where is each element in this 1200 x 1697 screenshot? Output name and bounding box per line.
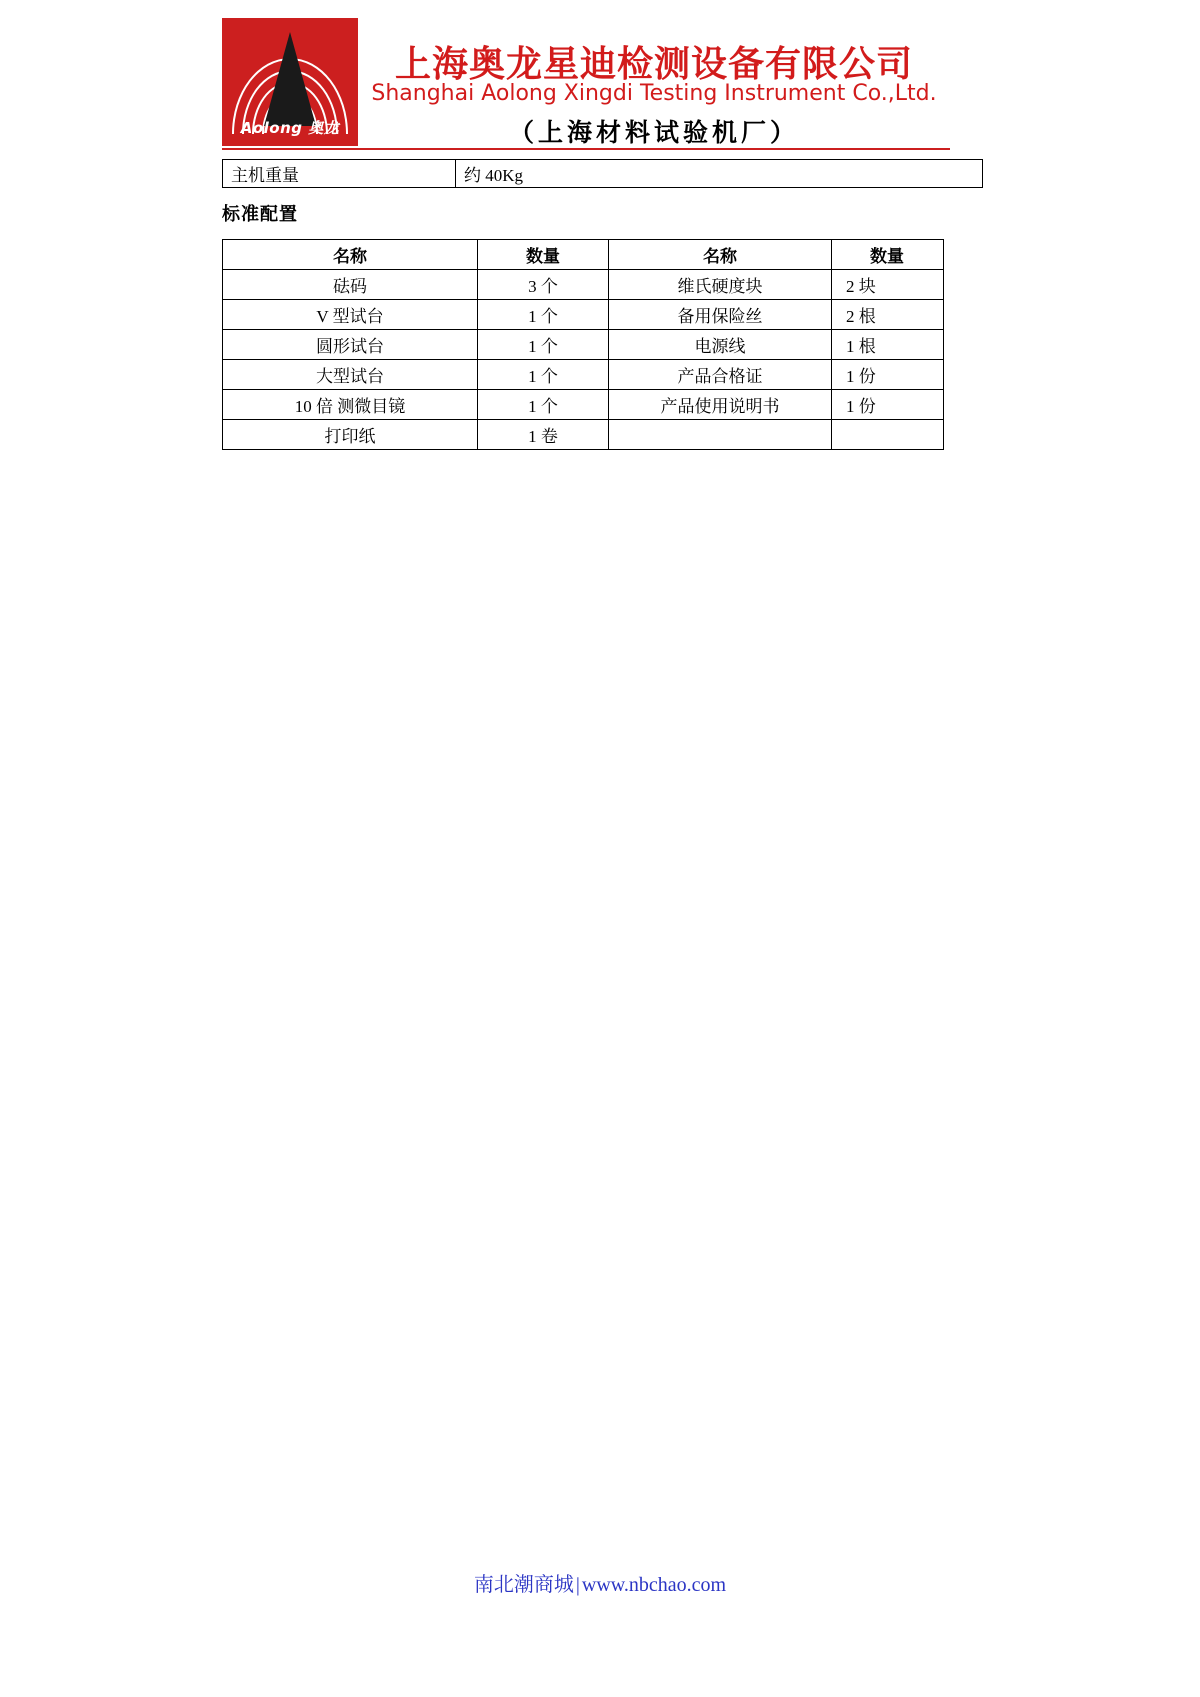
cell-qty-1: 3 个 bbox=[478, 270, 609, 300]
column-header-name-2: 名称 bbox=[609, 240, 832, 270]
table-header-row bbox=[223, 240, 944, 270]
document-header bbox=[222, 18, 950, 146]
company-name-sub: （上海材料试验机厂） bbox=[508, 118, 799, 147]
cell-qty-1: 1 个 bbox=[478, 360, 609, 390]
company-name-cn: 上海奥龙星迪检测设备有限公司 bbox=[394, 44, 913, 85]
column-header-qty-1: 数量 bbox=[478, 240, 609, 270]
footer-separator: | bbox=[575, 1574, 580, 1596]
cell-qty-2: 1 份 bbox=[832, 360, 944, 390]
table-row bbox=[223, 160, 983, 188]
cell-qty-2: 1 根 bbox=[832, 330, 944, 360]
cell-qty-1: 1 个 bbox=[478, 330, 609, 360]
cell-name-2: 产品使用说明书 bbox=[609, 390, 832, 420]
spec-table bbox=[222, 159, 983, 188]
header-titles bbox=[358, 18, 950, 146]
cell-qty-1: 1 个 bbox=[478, 390, 609, 420]
company-logo bbox=[222, 18, 358, 146]
cell-name-1: V 型试台 bbox=[223, 300, 478, 330]
cell-qty-2 bbox=[832, 420, 944, 450]
cell-qty-2: 1 份 bbox=[832, 390, 944, 420]
cell-name-1: 大型试台 bbox=[223, 360, 478, 390]
standard-config-table bbox=[222, 239, 944, 450]
cell-name-2: 备用保险丝 bbox=[609, 300, 832, 330]
cell-name-2: 电源线 bbox=[609, 330, 832, 360]
table-row bbox=[223, 420, 944, 450]
cell-name-2 bbox=[609, 420, 832, 450]
cell-qty-2: 2 块 bbox=[832, 270, 944, 300]
footer-site-name: 南北潮商城 bbox=[473, 1574, 574, 1596]
table-row bbox=[223, 300, 944, 330]
page-footer bbox=[0, 1568, 1200, 1597]
table-row bbox=[223, 390, 944, 420]
cell-name-1: 10 倍 测微目镜 bbox=[223, 390, 478, 420]
spec-value: 约 40Kg bbox=[456, 160, 983, 188]
column-header-qty-2: 数量 bbox=[832, 240, 944, 270]
cell-qty-2: 2 根 bbox=[832, 300, 944, 330]
cell-name-1: 圆形试台 bbox=[223, 330, 478, 360]
table-row bbox=[223, 360, 944, 390]
table-row bbox=[223, 330, 944, 360]
table-row bbox=[223, 270, 944, 300]
header-divider bbox=[222, 148, 950, 150]
spec-label: 主机重量 bbox=[223, 160, 456, 188]
cell-name-1: 打印纸 bbox=[223, 420, 478, 450]
cell-name-2: 产品合格证 bbox=[609, 360, 832, 390]
cell-name-2: 维氏硬度块 bbox=[609, 270, 832, 300]
footer-url-link[interactable]: www.nbchao.com bbox=[581, 1574, 727, 1596]
cell-qty-1: 1 个 bbox=[478, 300, 609, 330]
company-name-en: Shanghai Aolong Xingdi Testing Instrument Co.,Ltd. bbox=[371, 81, 937, 106]
section-heading: 标准配置 bbox=[222, 204, 298, 225]
column-header-name-1: 名称 bbox=[223, 240, 478, 270]
cell-qty-1: 1 卷 bbox=[478, 420, 609, 450]
logo-triangle-icon bbox=[264, 32, 316, 126]
logo-wordmark: Aolong 奥龙 bbox=[240, 119, 340, 137]
cell-name-1: 砝码 bbox=[223, 270, 478, 300]
